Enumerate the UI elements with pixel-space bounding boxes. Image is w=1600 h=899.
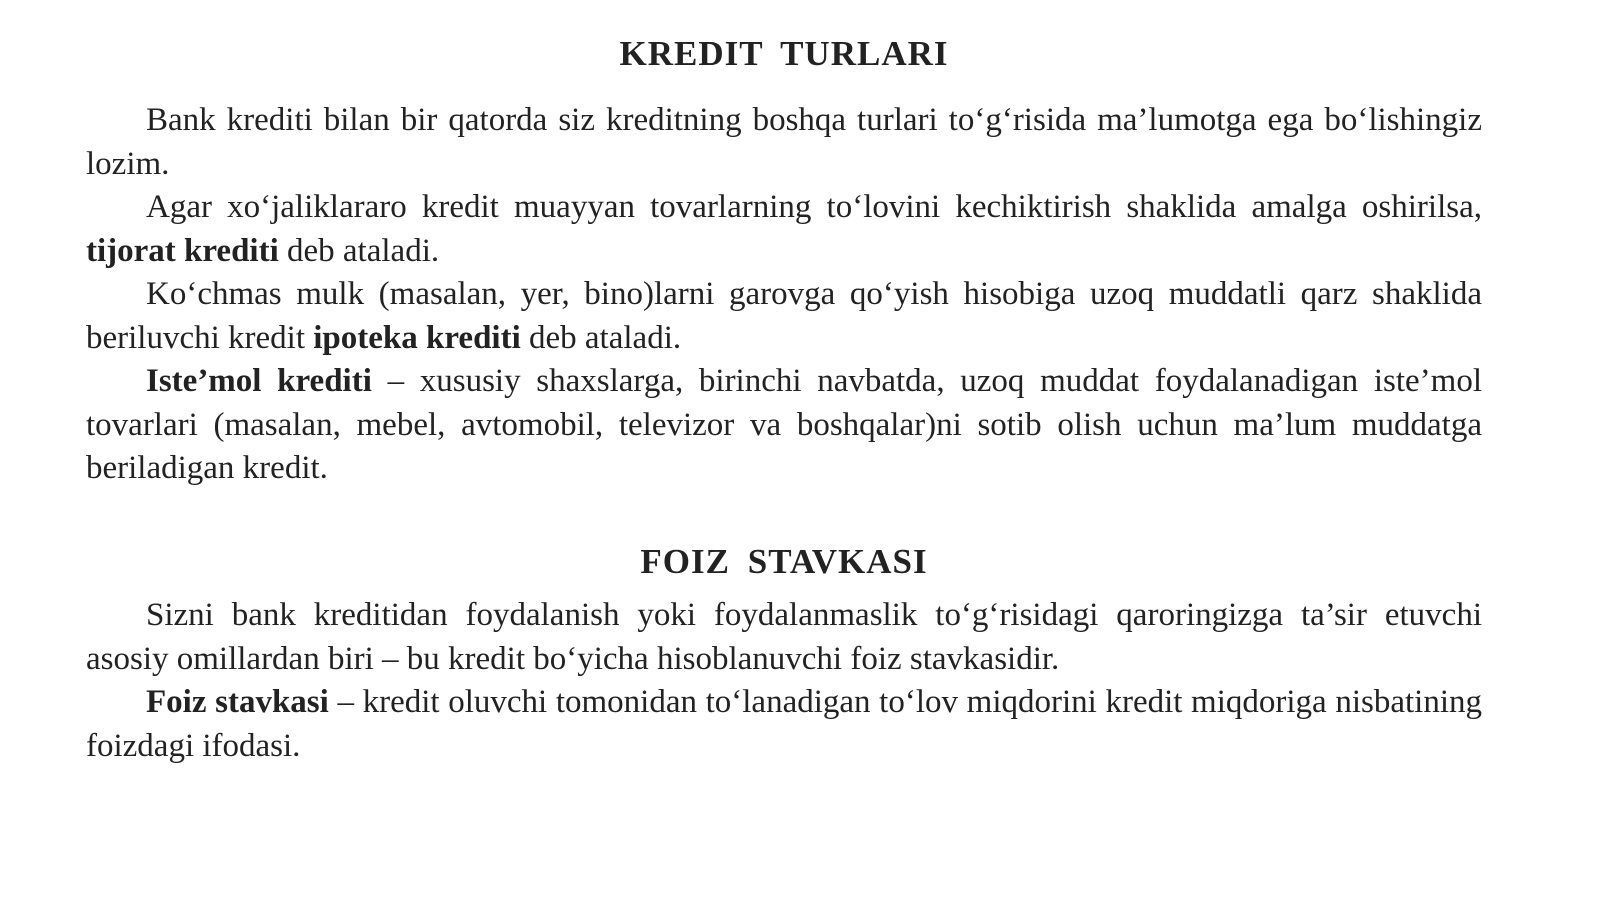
- paragraph-text: – kredit oluvchi tomonidan to‘lanadigan to‘lov miqdorini kredit miqdoriga nisbatining foizdagi ifodasi.: [86, 684, 1483, 764]
- section-body-foiz-stavkasi: [86, 594, 1482, 768]
- paragraph-text: Sizni bank kreditidan foydalanish yoki foydalanmaslik to‘g‘risidagi qaroringizga ta’sir etuvchi asosiy omillardan biri – bu kredit bo‘yicha hisoblanuvchi foiz stavkasidir.: [86, 597, 1482, 677]
- paragraph-istemol-krediti: [86, 360, 1482, 491]
- paragraph-text: Bank krediti bilan bir qatorda siz kreditning boshqa turlari to‘g‘risida ma’lumotga ega bo‘lishingiz lozim.: [86, 102, 1482, 182]
- paragraph-tijorat-krediti: [86, 186, 1482, 273]
- paragraph-text: Agar xo‘jaliklararo kredit muayyan tovarlarning to‘lovini kechiktirish shaklida amalga oshirilsa,: [146, 189, 1482, 225]
- paragraph-qaror-omillari: [86, 594, 1482, 681]
- section-title-foiz-stavkasi: FOIZ STAVKASI: [640, 542, 928, 581]
- term-tijorat-krediti: tijorat krediti: [86, 232, 279, 269]
- term-ipoteka-krediti: ipoteka krediti: [313, 319, 521, 356]
- paragraph-bank-krediti: [86, 99, 1482, 186]
- term-istemol-krediti: Iste’mol krediti: [146, 363, 372, 399]
- paragraph-text: deb ataladi.: [520, 319, 682, 356]
- paragraph-text: Ko‘chmas mulk (masalan, yer, bino)larni garovga qo‘yish hisobiga uzoq muddatli qarz shaklida beriluvchi kredit: [86, 276, 1482, 356]
- paragraph-text: – xususiy shaxslarga, birinchi navbatda, uzoq muddat foydalanadigan iste’mol tovarlari (masalan, mebel, avtomobil, televizor va boshqalar)ni sotib olish uchun ma’lum muddatga beriladigan kredit.: [86, 363, 1482, 486]
- section-title-kredit-turlari: KREDIT TURLARI: [619, 34, 949, 73]
- paragraph-ipoteka-krediti: [86, 273, 1482, 360]
- paragraph-foiz-stavkasi: [86, 681, 1482, 768]
- paragraph-text: deb ataladi.: [278, 232, 440, 269]
- term-foiz-stavkasi: Foiz stavkasi: [146, 684, 329, 720]
- section-body-kredit-turlari: [86, 99, 1482, 491]
